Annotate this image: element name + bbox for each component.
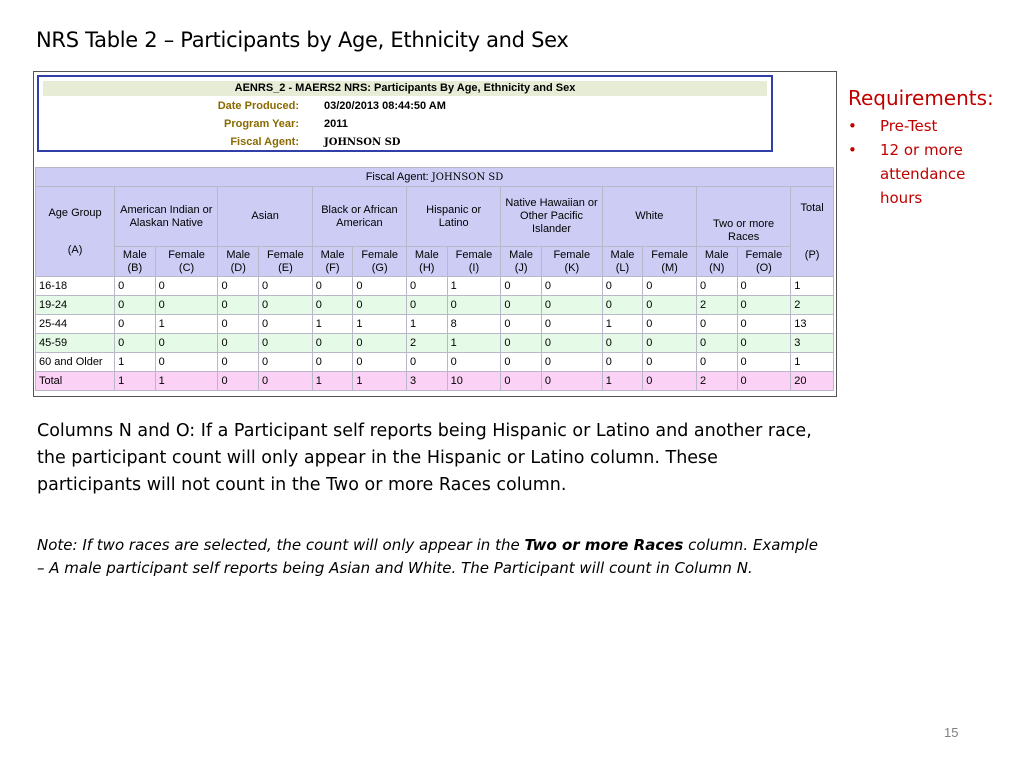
total-cell: 1 — [791, 277, 834, 296]
count-cell: 0 — [259, 372, 313, 391]
age-group-header — [36, 187, 115, 277]
subcol-header — [353, 247, 407, 277]
count-cell: 0 — [602, 296, 643, 315]
age-group-header-code: (A) — [67, 243, 83, 256]
group-header-two-or-more — [696, 187, 790, 247]
group-header-native-hawaiian: Native Hawaiian or Other Pacific Islander — [501, 187, 602, 247]
count-cell: 0 — [353, 353, 407, 372]
date-produced-value: 03/20/2013 08:44:50 AM — [324, 100, 446, 112]
slide-title: NRS Table 2 – Participants by Age, Ethnicity and Sex — [36, 28, 569, 52]
subcol-header-code: (C) — [178, 261, 195, 274]
subcol-header-label: Male — [122, 248, 147, 261]
count-cell: 2 — [696, 372, 737, 391]
group-header-black: Black or African American — [312, 187, 406, 247]
count-cell: 0 — [218, 315, 259, 334]
count-cell: 0 — [218, 353, 259, 372]
total-cell: 3 — [791, 334, 834, 353]
count-cell: 0 — [501, 372, 542, 391]
count-cell: 0 — [312, 353, 353, 372]
count-cell: 0 — [737, 334, 791, 353]
total-cell: 13 — [791, 315, 834, 334]
count-cell: 3 — [407, 372, 448, 391]
subcol-header — [602, 247, 643, 277]
subcol-header — [407, 247, 448, 277]
subcol-header-label: Male — [226, 248, 251, 261]
subcol-header — [155, 247, 218, 277]
count-cell: 0 — [501, 315, 542, 334]
table-row — [36, 277, 834, 296]
count-cell: 0 — [643, 334, 697, 353]
subcol-header-label: Female — [168, 248, 205, 261]
count-cell: 0 — [643, 315, 697, 334]
count-cell: 0 — [737, 296, 791, 315]
count-cell: 0 — [501, 353, 542, 372]
page-number: 15 — [944, 725, 959, 740]
program-year-value: 2011 — [324, 118, 348, 130]
requirements-heading: Requirements: — [848, 86, 994, 110]
count-cell: 0 — [407, 353, 448, 372]
subcol-header — [737, 247, 791, 277]
count-cell: 0 — [155, 353, 218, 372]
subcol-header-label: Female — [455, 248, 493, 261]
subcol-header-label: Male — [509, 248, 534, 261]
count-cell: 0 — [353, 334, 407, 353]
count-cell: 0 — [541, 353, 602, 372]
report-screenshot — [33, 71, 837, 397]
count-cell: 1 — [312, 315, 353, 334]
subcol-header-code: (K) — [564, 261, 580, 274]
count-cell: 10 — [447, 372, 501, 391]
age-group-cell: 16-18 — [36, 277, 115, 296]
note-text-before: Note: If two races are selected, the count will only appear in the — [37, 536, 525, 554]
count-cell: 0 — [643, 372, 697, 391]
count-cell: 0 — [501, 334, 542, 353]
requirement-item-text: 12 or more attendance hours — [880, 141, 966, 207]
group-header-asian: Asian — [218, 187, 312, 247]
requirement-item — [848, 114, 1018, 138]
count-cell: 0 — [259, 277, 313, 296]
subcol-header — [312, 247, 353, 277]
count-cell: 0 — [737, 315, 791, 334]
count-cell: 0 — [447, 353, 501, 372]
count-cell: 0 — [115, 315, 156, 334]
count-cell: 0 — [501, 277, 542, 296]
total-cell: 1 — [791, 353, 834, 372]
count-cell: 0 — [218, 334, 259, 353]
subcol-header-code: (B) — [127, 261, 143, 274]
group-header-two-or-more-label: Two or more Races — [713, 218, 775, 243]
count-cell: 0 — [259, 353, 313, 372]
subcol-header-code: (G) — [371, 261, 388, 274]
subcol-header-code: (N) — [709, 261, 725, 274]
count-cell: 0 — [218, 372, 259, 391]
subcol-header — [541, 247, 602, 277]
count-cell: 0 — [737, 372, 791, 391]
count-cell: 0 — [218, 296, 259, 315]
count-cell: 0 — [312, 296, 353, 315]
count-cell: 0 — [602, 277, 643, 296]
age-group-cell: Total — [36, 372, 115, 391]
subcol-header-label: Female — [267, 248, 304, 261]
count-cell: 0 — [737, 353, 791, 372]
note-paragraph — [37, 534, 827, 580]
subcol-header-code: (H) — [419, 261, 435, 274]
subcol-header-label: Female — [361, 248, 399, 261]
table-row — [36, 296, 834, 315]
total-row — [36, 372, 834, 391]
total-header — [791, 187, 834, 277]
count-cell: 0 — [407, 296, 448, 315]
age-group-cell: 19-24 — [36, 296, 115, 315]
count-cell: 0 — [541, 334, 602, 353]
count-cell: 0 — [155, 296, 218, 315]
subcol-header-label: Male — [414, 248, 439, 261]
table-row — [36, 315, 834, 334]
total-header-code: (P) — [804, 248, 820, 261]
report-title: AENRS_2 - MAERS2 NRS: Participants By Age, Ethnicity and Sex — [43, 81, 767, 96]
count-cell: 0 — [312, 277, 353, 296]
subcol-header-code: (J) — [514, 261, 528, 274]
requirement-item — [848, 138, 1018, 210]
count-cell: 1 — [602, 315, 643, 334]
count-cell: 0 — [643, 277, 697, 296]
note-text-bold: Two or more Races — [524, 536, 684, 554]
subcol-header-label: Male — [610, 248, 635, 261]
count-cell: 0 — [115, 296, 156, 315]
group-header-white: White — [602, 187, 696, 247]
count-cell: 0 — [259, 334, 313, 353]
count-cell: 0 — [353, 277, 407, 296]
count-cell: 0 — [696, 315, 737, 334]
subcol-header-code: (E) — [278, 261, 293, 274]
count-cell: 0 — [501, 296, 542, 315]
subcol-header-label: Male — [320, 248, 345, 261]
subcol-header-code: (M) — [661, 261, 678, 274]
count-cell: 0 — [696, 277, 737, 296]
count-cell: 0 — [541, 277, 602, 296]
subcol-header-label: Female — [745, 248, 783, 261]
count-cell: 1 — [407, 315, 448, 334]
count-cell: 0 — [155, 277, 218, 296]
table-row — [36, 334, 834, 353]
total-cell: 2 — [791, 296, 834, 315]
subcol-header-code: (F) — [325, 261, 340, 274]
date-produced-label: Date Produced: — [217, 100, 299, 112]
count-cell: 0 — [541, 372, 602, 391]
count-cell: 0 — [602, 334, 643, 353]
count-cell: 0 — [312, 334, 353, 353]
count-cell: 0 — [643, 353, 697, 372]
requirements-list — [848, 114, 1018, 210]
fiscal-agent-banner-value: JOHNSON SD — [431, 171, 504, 183]
group-header-hispanic: Hispanic or Latino — [407, 187, 501, 247]
count-cell: 0 — [602, 353, 643, 372]
program-year-label: Program Year: — [223, 118, 299, 130]
count-cell: 0 — [353, 296, 407, 315]
fiscal-agent-banner-label: Fiscal Agent: — [365, 170, 429, 183]
count-cell: 0 — [407, 277, 448, 296]
count-cell: 0 — [259, 296, 313, 315]
note-text-after: column. Example – A male participant self reports being Asian and White. The Participant will count in Column N. — [37, 536, 818, 577]
subcol-header — [259, 247, 313, 277]
fiscal-agent-value: JOHNSON SD — [324, 137, 401, 148]
subcol-header — [501, 247, 542, 277]
subcol-header-label: Male — [704, 248, 729, 261]
subcol-header-label: Female — [651, 248, 688, 261]
count-cell: 1 — [447, 277, 501, 296]
subcol-header-code: (I) — [468, 261, 480, 274]
count-cell: 1 — [115, 372, 156, 391]
subcol-header-code: (O) — [755, 261, 772, 274]
count-cell: 1 — [155, 315, 218, 334]
count-cell: 1 — [353, 372, 407, 391]
subcol-header — [696, 247, 737, 277]
subcol-header — [447, 247, 501, 277]
age-group-cell: 45-59 — [36, 334, 115, 353]
total-cell: 20 — [791, 372, 834, 391]
subcol-header-label: Female — [553, 248, 591, 261]
count-cell: 0 — [115, 334, 156, 353]
count-cell: 0 — [259, 315, 313, 334]
count-cell: 1 — [602, 372, 643, 391]
fiscal-agent-row — [39, 135, 771, 150]
subheader-row — [36, 247, 834, 277]
count-cell: 0 — [737, 277, 791, 296]
requirement-item-text: Pre-Test — [880, 117, 938, 135]
count-cell: 0 — [447, 296, 501, 315]
program-year-row — [39, 117, 771, 132]
fiscal-agent-banner — [36, 168, 834, 187]
requirements-panel — [848, 86, 1018, 210]
count-cell: 1 — [115, 353, 156, 372]
subcol-header — [115, 247, 156, 277]
report-header-panel — [37, 75, 773, 152]
count-cell: 0 — [155, 334, 218, 353]
age-group-cell: 60 and Older — [36, 353, 115, 372]
count-cell: 0 — [541, 296, 602, 315]
count-cell: 2 — [407, 334, 448, 353]
group-header-american-indian: American Indian or Alaskan Native — [115, 187, 218, 247]
subcol-header-code: (L) — [615, 261, 630, 274]
count-cell: 1 — [353, 315, 407, 334]
participants-table — [35, 167, 834, 391]
count-cell: 0 — [643, 296, 697, 315]
columns-explanation: Columns N and O: If a Participant self reports being Hispanic or Latino and another race, the participant count will only appear in the Hispanic or Latino column. These participants will not count in the Two or more Races column. — [37, 421, 812, 495]
count-cell: 1 — [312, 372, 353, 391]
table-body — [36, 277, 834, 391]
table-row — [36, 353, 834, 372]
count-cell: 0 — [115, 277, 156, 296]
count-cell: 1 — [447, 334, 501, 353]
age-group-header-label: Age Group — [48, 206, 102, 219]
age-group-cell: 25-44 — [36, 315, 115, 334]
count-cell: 2 — [696, 296, 737, 315]
count-cell: 0 — [541, 315, 602, 334]
fiscal-agent-label: Fiscal Agent: — [230, 136, 299, 148]
count-cell: 0 — [696, 334, 737, 353]
count-cell: 1 — [155, 372, 218, 391]
subcol-header-code: (D) — [230, 261, 246, 274]
subcol-header — [218, 247, 259, 277]
date-produced-row — [39, 99, 771, 114]
count-cell: 0 — [218, 277, 259, 296]
count-cell: 8 — [447, 315, 501, 334]
total-header-label: Total — [800, 201, 824, 214]
subcol-header — [643, 247, 697, 277]
count-cell: 0 — [696, 353, 737, 372]
